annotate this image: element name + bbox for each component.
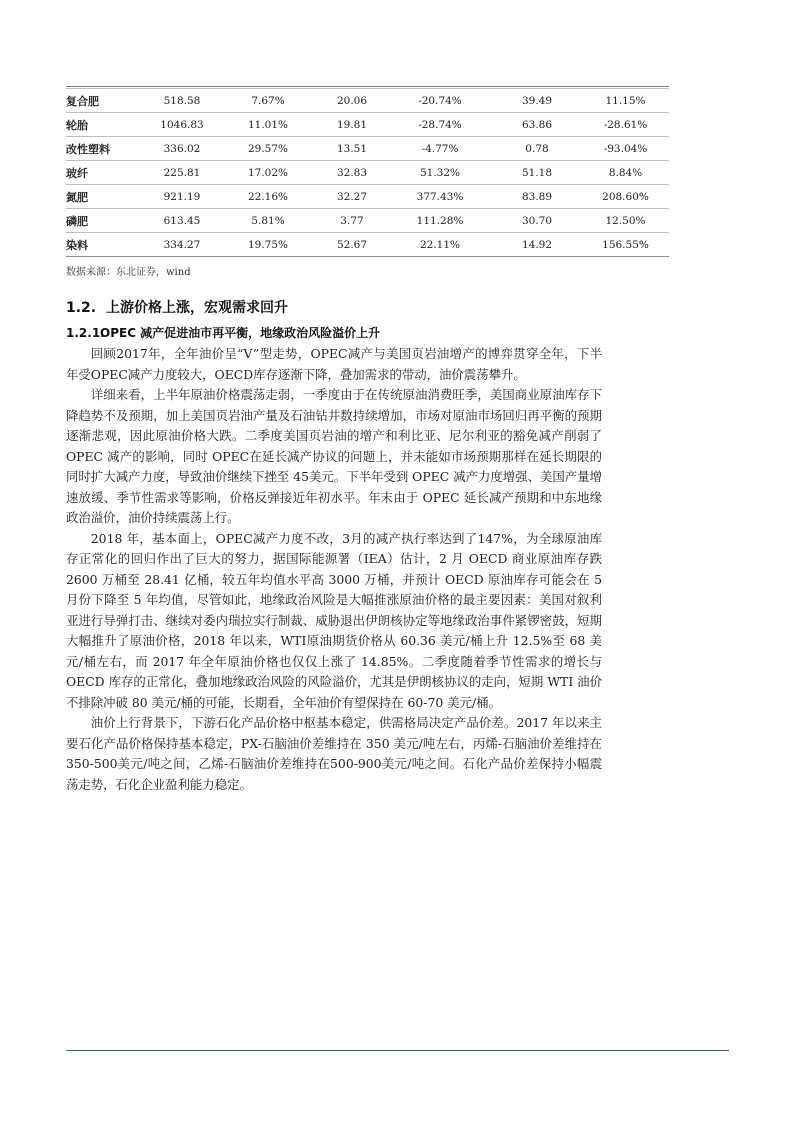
table-row [66, 161, 669, 185]
table-cell: 13.51 [336, 142, 368, 155]
table-cell: 5.81% [251, 214, 285, 227]
row-label: 轮胎 [66, 118, 88, 132]
table-cell: 11.15% [605, 94, 646, 107]
table-cell: 3.77 [340, 214, 364, 227]
table-cell: 208.60% [602, 190, 649, 203]
data-source-note: 数据来源：东北证券，wind [66, 267, 191, 278]
table-cell: 51.18 [521, 166, 553, 179]
section-heading [66, 297, 288, 317]
table-cell: 1046.83 [160, 118, 204, 131]
table-cell: 32.83 [336, 166, 368, 179]
table-cell: 11.01% [247, 118, 289, 131]
paragraph: 油价上行背景下，下游石化产品价格中枢基本稳定，供需格局决定产品价差。2017 年以来主要石化产品价格保持基本稳定，PX-石脑油价差维持在 350 美元/吨左右，丙烯-石脑油价差维持在350-500美元/吨之间，乙烯-石脑油价差维持在500-900美元/吨之间。石化产品价差保持小幅震荡走势，石化企业盈利能力稳定。 [66, 715, 602, 792]
table-cell: 225.81 [163, 166, 201, 179]
table-cell: -28.74% [418, 118, 462, 131]
table-cell: 0.78 [525, 142, 549, 155]
table-cell: -93.04% [603, 142, 648, 155]
subsection-number: 1.2.1. [66, 326, 105, 340]
footer-rule [66, 1050, 729, 1051]
table-cell: 19.81 [336, 118, 368, 131]
paragraph: 2018 年，基本面上，OPEC减产力度不改，3月的减产执行率达到了147%，为全球原油库存正常化的回归作出了巨大的努力，据国际能源署（IEA）估计，2 月 OECD 商业原油库存跌 2600 万桶至 28.41 亿桶，较五年均值水平高 3000 万桶，并预计 OECD 原油库存可能会在 5 月份下降至 5 年均值，尽管如此，地缘政治风险是大幅推涨原油价格的最主要因素：美国对叙利亚进行导弹打击、继续对委内瑞拉实行制裁、威胁退出伊朗核协定等地缘政治事件紧锣密鼓，短期大幅推升了原油价格，2018 年以来，WTI原油期货价格从 60.36 美元/桶上升 12.5%至 68 美元/桶左右，而 2017 年全年原油价格也仅仅上涨了 14.85%。二季度随着季节性需求的增长与 OECD 库存的正常化，叠加地缘政治风险的风险溢价，尤其是伊朗核协议的走向，短期 WTI 油价不排除冲破 80 美元/桶的可能，长期看，全年油价有望保持在 60-70 美元/桶。 [66, 530, 602, 710]
table-cell: 22.11% [419, 238, 461, 251]
table-cell: 19.75% [247, 238, 289, 251]
table-cell: 17.02% [247, 166, 289, 179]
body-text [66, 344, 602, 795]
subsection-heading [66, 324, 380, 341]
table-cell: 12.50% [605, 214, 646, 227]
table-cell: 518.58 [163, 94, 201, 107]
table-cell: 30.70 [521, 214, 553, 227]
table-cell: -20.74% [418, 94, 462, 107]
table-row [66, 185, 669, 209]
subsection-title: OPEC 减产促进油市再平衡，地缘政治风险溢价上升 [100, 326, 381, 340]
table-cell: 29.57% [247, 142, 289, 155]
row-label: 复合肥 [66, 94, 99, 108]
industry-data-table [66, 88, 669, 257]
table-cell: 921.19 [163, 190, 201, 203]
row-label: 改性塑料 [66, 142, 110, 156]
paragraph: 详细来看，上半年原油价格震荡走弱，一季度由于在传统原油消费旺季，美国商业原油库存下降趋势不及预期，加上美国页岩油产量及石油钻井数持续增加，市场对原油市场回归再平衡的预期逐渐悲观，因此原油价格大跌。二季度美国页岩油的增产和利比亚、尼尔利亚的豁免减产削弱了 OPEC 减产的影响，同时 OPEC在延长减产协议的问题上，并未能如市场预期那样在延长期限的同时扩大减产力度，导致油价继续下挫至 45美元。下半年受到 OPEC 减产力度增强、美国产量增速放缓、季节性需求等影响，价格反弹接近年初水平。年末由于 OPEC 延长减产预期和中东地缘政治溢价，油价持续震荡上行。 [66, 387, 602, 525]
row-label: 玻纤 [66, 166, 88, 180]
table-cell: 63.86 [521, 118, 553, 131]
table-cell: 22.16% [247, 190, 289, 203]
table-row [66, 137, 669, 161]
table-cell: 14.92 [521, 238, 553, 251]
table-cell: 377.43% [416, 190, 464, 203]
table-cell: 39.49 [521, 94, 553, 107]
row-label: 氮肥 [66, 190, 88, 204]
row-label: 磷肥 [66, 214, 88, 228]
table-row [66, 113, 669, 137]
table-row [66, 89, 669, 113]
table-cell: 8.84% [608, 166, 643, 179]
table-cell: 83.89 [521, 190, 553, 203]
table-cell: 52.67 [336, 238, 368, 251]
table-cell: -4.77% [421, 142, 459, 155]
table-cell: 7.67% [251, 94, 285, 107]
table-row [66, 233, 669, 257]
table-top-rule [66, 86, 669, 87]
table-cell: 32.27 [336, 190, 368, 203]
table-cell: 20.06 [336, 94, 368, 107]
paragraph: 回顾2017年，全年油价呈“V”型走势，OPEC减产与美国页岩油增产的博弈贯穿全年，下半年受OPEC减产力度较大，OECD库存逐渐下降，叠加需求的带动，油价震荡攀升。 [66, 346, 602, 382]
table-cell: 156.55% [602, 238, 649, 251]
row-label: 染料 [66, 238, 88, 252]
table-cell: -28.61% [603, 118, 648, 131]
section-title: 上游价格上涨，宏观需求回升 [106, 300, 288, 316]
table-cell: 51.32% [419, 166, 461, 179]
table-cell: 613.45 [163, 214, 201, 227]
table-cell: 111.28% [416, 214, 464, 227]
section-number: 1.2. [66, 300, 97, 316]
table-row [66, 209, 669, 233]
table-cell: 334.27 [163, 238, 201, 251]
table-cell: 336.02 [163, 142, 201, 155]
